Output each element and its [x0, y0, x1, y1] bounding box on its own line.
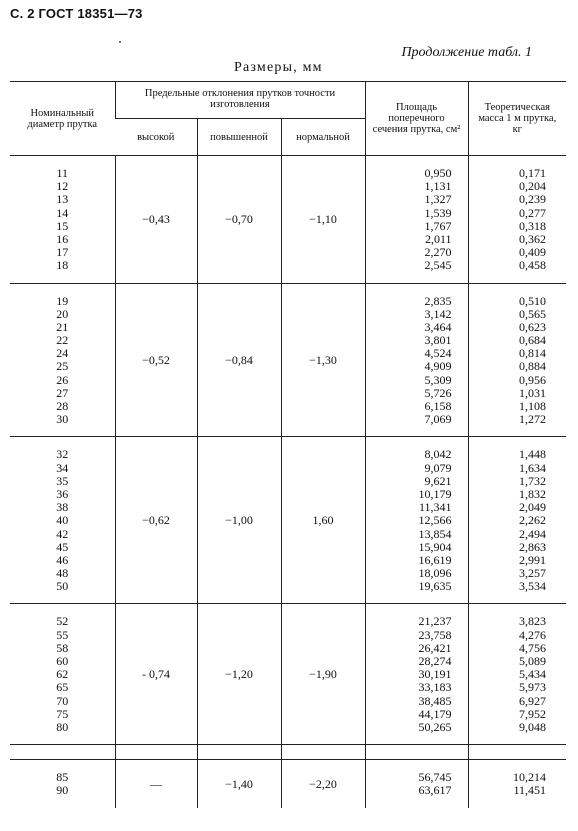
diameter-value: 27 [56, 385, 69, 400]
diameter-value: 50 [56, 579, 69, 594]
mass-value: 1,634 [519, 460, 547, 475]
header-limit-deviations: Предельные отклонения прутков точности изготовления [115, 82, 365, 119]
header-theoretical-mass: Теоретическая масса 1 м прутка, кг [468, 82, 566, 156]
normal-precision-deviation: −2,20 [281, 760, 365, 808]
mass-value: 0,565 [519, 306, 547, 321]
separator-cell [197, 745, 281, 760]
mass-value: 0,204 [519, 179, 547, 194]
area-value: 4,909 [424, 359, 452, 374]
units-caption: Размеры, мм [234, 60, 323, 75]
diameter-value: 35 [56, 473, 69, 488]
mass-value: 0,884 [519, 359, 547, 374]
diameter-value: 11 [56, 166, 69, 180]
diameter-value: 40 [56, 513, 69, 528]
mass-value: 5,434 [519, 667, 547, 682]
diameter-value: 24 [56, 346, 69, 361]
diameter-value-cell [10, 760, 115, 808]
area-value: 0,950 [424, 166, 452, 180]
area-value-cell [365, 437, 468, 604]
mass-value: 2,049 [519, 500, 547, 515]
area-value: 33,183 [418, 680, 452, 695]
area-value: 2,835 [424, 293, 452, 308]
mass-value: 4,756 [519, 640, 547, 655]
high-precision-deviation: - 0,74 [115, 604, 197, 745]
mass-value-cell [468, 437, 566, 604]
mass-value: 1,031 [519, 385, 547, 400]
diameter-value: 48 [56, 566, 69, 581]
dimensions-table [10, 81, 566, 808]
area-value: 21,237 [418, 614, 452, 629]
mass-value: 2,863 [519, 539, 547, 554]
area-value: 4,524 [424, 346, 452, 361]
table-row-group [10, 604, 566, 745]
normal-precision-deviation: 1,60 [281, 437, 365, 604]
area-value: 9,079 [424, 460, 452, 475]
diameter-value: 75 [56, 706, 69, 721]
normal-precision-deviation: −1,30 [281, 283, 365, 437]
table-row-group [10, 760, 566, 808]
diameter-value: 21 [56, 319, 69, 334]
separator-cell [10, 745, 115, 760]
mass-value: 1,108 [519, 399, 547, 413]
area-value-cell [365, 760, 468, 808]
area-value: 3,464 [424, 319, 452, 334]
area-value: 50,265 [418, 719, 452, 734]
diameter-value: 22 [56, 333, 69, 348]
mass-value-cell [468, 156, 566, 284]
area-value: 19,635 [418, 579, 452, 594]
diameter-value: 60 [56, 654, 69, 668]
table-body [10, 156, 566, 808]
mass-value: 1,832 [519, 486, 547, 501]
area-value: 5,726 [424, 385, 452, 400]
header-cross-section-area: Площадь поперечного сечения прутка, см² [365, 82, 468, 156]
area-value: 3,801 [424, 333, 452, 348]
mass-value-cell [468, 283, 566, 437]
diameter-value: 26 [56, 372, 69, 387]
area-value-cell [365, 604, 468, 745]
area-value: 2,270 [424, 245, 452, 260]
area-value: 13,854 [418, 526, 452, 541]
area-value: 1,767 [424, 218, 452, 233]
normal-precision-deviation: −1,10 [281, 156, 365, 284]
mass-value: 4,276 [519, 627, 547, 642]
mass-value: 0,510 [519, 293, 547, 308]
group-separator [10, 745, 566, 760]
area-value: 28,274 [418, 654, 452, 668]
diameter-value: 90 [56, 783, 69, 798]
mass-value-cell [468, 760, 566, 808]
diameter-value: 32 [56, 447, 69, 462]
mass-value: 0,318 [519, 218, 547, 233]
mass-value: 2,991 [519, 552, 547, 567]
mass-value: 0,409 [519, 245, 547, 260]
diameter-value: 20 [56, 306, 69, 321]
mass-value: 2,262 [519, 513, 547, 528]
diameter-value: 42 [56, 526, 69, 541]
increased-precision-deviation: −1,20 [197, 604, 281, 745]
diameter-value: 45 [56, 539, 69, 554]
separator-cell [468, 745, 566, 760]
mass-value: 0,814 [519, 346, 547, 361]
area-value: 8,042 [424, 447, 452, 462]
area-value: 18,096 [418, 566, 452, 581]
area-value: 2,545 [424, 258, 452, 273]
diameter-value: 17 [56, 245, 69, 260]
mass-value: 0,458 [519, 258, 547, 273]
increased-precision-deviation: −0,84 [197, 283, 281, 437]
diameter-value: 18 [56, 258, 69, 273]
mass-value: 0,171 [519, 166, 547, 180]
mass-value: 9,048 [519, 719, 547, 734]
diameter-value: 19 [56, 293, 69, 308]
diameter-value: 80 [56, 719, 69, 734]
area-value: 30,191 [418, 667, 452, 682]
area-value: 9,621 [424, 473, 452, 488]
diameter-value-cell [10, 437, 115, 604]
increased-precision-deviation: −0,70 [197, 156, 281, 284]
area-value: 15,904 [418, 539, 452, 554]
separator-cell [365, 745, 468, 760]
header-high-precision: высокой [115, 119, 197, 156]
diameter-value: 25 [56, 359, 69, 374]
diameter-value: 38 [56, 500, 69, 515]
mass-value: 5,973 [519, 680, 547, 695]
area-value: 1,131 [424, 179, 452, 194]
diameter-value: 28 [56, 399, 69, 413]
mass-value: 1,272 [519, 412, 547, 427]
mass-value: 7,952 [519, 706, 547, 721]
mass-value: 0,956 [519, 372, 547, 387]
mass-value: 11,451 [513, 783, 547, 798]
area-value: 7,069 [424, 412, 452, 427]
mass-value: 1,448 [519, 447, 547, 462]
area-value: 63,617 [418, 783, 452, 798]
area-value: 1,327 [424, 192, 452, 207]
header-normal-precision: нормальной [281, 119, 365, 156]
mass-value: 0,362 [519, 231, 547, 246]
mass-value: 0,277 [519, 205, 547, 220]
mass-value: 0,623 [519, 319, 547, 334]
area-value: 12,566 [418, 513, 452, 528]
diameter-value: 65 [56, 680, 69, 695]
diameter-value: 70 [56, 693, 69, 708]
mass-value: 0,239 [519, 192, 547, 207]
diameter-value: 13 [56, 192, 69, 207]
normal-precision-deviation: −1,90 [281, 604, 365, 745]
table-continuation-label: Продолжение табл. 1 [401, 45, 532, 60]
area-value: 5,309 [424, 372, 452, 387]
diameter-value: 14 [56, 205, 69, 220]
area-value: 16,619 [418, 552, 452, 567]
table-row-group [10, 156, 566, 284]
diameter-value: 55 [56, 627, 69, 642]
high-precision-deviation: — [115, 760, 197, 808]
high-precision-deviation: −0,43 [115, 156, 197, 284]
area-value: 2,011 [424, 231, 452, 246]
scan-speck [119, 41, 121, 43]
area-value: 10,179 [418, 486, 452, 501]
diameter-value: 85 [56, 770, 69, 785]
area-value: 1,539 [424, 205, 452, 220]
header-nominal-diameter: Номинальный диаметр прутка [10, 82, 115, 156]
mass-value: 3,534 [519, 579, 547, 594]
area-value: 56,745 [418, 770, 452, 785]
diameter-value: 36 [56, 486, 69, 501]
diameter-value: 12 [56, 179, 69, 194]
area-value-cell [365, 283, 468, 437]
mass-value: 2,494 [519, 526, 547, 541]
page-header: С. 2 ГОСТ 18351—73 [10, 6, 143, 21]
area-value-cell [365, 156, 468, 284]
diameter-value: 46 [56, 552, 69, 567]
mass-value: 1,732 [519, 473, 547, 488]
table-row-group [10, 437, 566, 604]
header-increased-precision: повышенной [197, 119, 281, 156]
mass-value-cell [468, 604, 566, 745]
diameter-value: 52 [56, 614, 69, 629]
table-row-group [10, 283, 566, 437]
diameter-value: 15 [56, 218, 69, 233]
mass-value: 10,214 [513, 770, 547, 785]
area-value: 3,142 [424, 306, 452, 321]
mass-value: 5,089 [519, 654, 547, 668]
mass-value: 3,823 [519, 614, 547, 629]
area-value: 23,758 [418, 627, 452, 642]
high-precision-deviation: −0,52 [115, 283, 197, 437]
increased-precision-deviation: −1,40 [197, 760, 281, 808]
area-value: 38,485 [418, 693, 452, 708]
mass-value: 0,684 [519, 333, 547, 348]
area-value: 26,421 [418, 640, 452, 655]
separator-cell [281, 745, 365, 760]
diameter-value-cell [10, 604, 115, 745]
increased-precision-deviation: −1,00 [197, 437, 281, 604]
high-precision-deviation: −0,62 [115, 437, 197, 604]
diameter-value: 34 [56, 460, 69, 475]
diameter-value: 30 [56, 412, 69, 427]
mass-value: 3,257 [519, 566, 547, 581]
area-value: 6,158 [424, 399, 452, 413]
area-value: 11,341 [418, 500, 452, 515]
separator-cell [115, 745, 197, 760]
diameter-value: 16 [56, 231, 69, 246]
area-value: 44,179 [418, 706, 452, 721]
diameter-value-cell [10, 156, 115, 284]
diameter-value: 58 [56, 640, 69, 655]
mass-value: 6,927 [519, 693, 547, 708]
diameter-value: 62 [56, 667, 69, 682]
diameter-value-cell [10, 283, 115, 437]
